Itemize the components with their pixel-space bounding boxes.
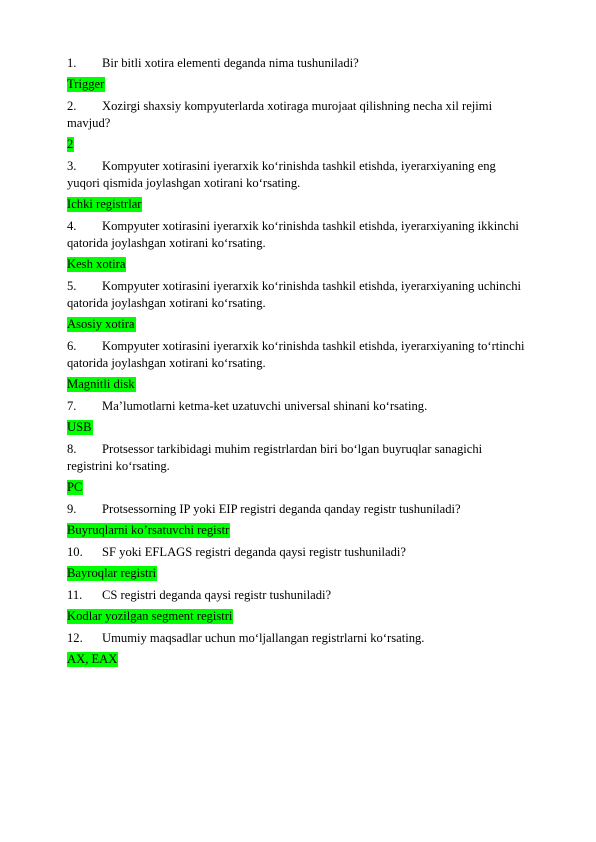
question-number: 6. xyxy=(67,339,77,353)
question-10 xyxy=(67,544,529,561)
question-number: 10. xyxy=(67,545,83,559)
answer-highlight: Buyruqlarni ko’rsatuvchi registr xyxy=(67,523,230,537)
question-number: 11. xyxy=(67,588,83,602)
question-7 xyxy=(67,398,529,415)
question-1 xyxy=(67,55,529,72)
question-3 xyxy=(67,158,529,192)
answer-highlight: Asosiy xotira xyxy=(67,317,135,331)
question-5 xyxy=(67,278,529,312)
answer-highlight: Bayroqlar registri xyxy=(67,566,157,580)
question-text: CS registri deganda qaysi registr tushuniladi? xyxy=(102,588,332,602)
question-number: 3. xyxy=(67,159,77,173)
answer-2 xyxy=(67,136,529,153)
question-text: Protsessor tarkibidagi muhim registrlardan biri bo‘lgan buyruqlar sanagichi registrini ko‘rsating. xyxy=(67,442,483,473)
question-text: Kompyuter xotirasini iyerarxik ko‘rinishda tashkil etishda, iyerarxiyaning eng yuqori qismida joylashgan xotirani ko‘rsating. xyxy=(67,159,496,190)
question-text: Bir bitli xotira elementi deganda nima tushuniladi? xyxy=(102,56,359,70)
answer-11 xyxy=(67,608,529,625)
question-text: SF yoki EFLAGS registri deganda qaysi registr tushuniladi? xyxy=(102,545,406,559)
answer-5 xyxy=(67,316,529,333)
answer-highlight: PC xyxy=(67,480,83,494)
answer-4 xyxy=(67,256,529,273)
answer-1 xyxy=(67,76,529,93)
question-text: Ma’lumotlarni ketma-ket uzatuvchi universal shinani ko‘rsating. xyxy=(102,399,428,413)
question-text: Kompyuter xotirasini iyerarxik ko‘rinishda tashkil etishda, iyerarxiyaning uchinchi qatorida joylashgan xotirani ko‘rsating. xyxy=(67,279,521,310)
question-text: Umumiy maqsadlar uchun mo‘ljallangan registrlarni ko‘rsating. xyxy=(102,631,425,645)
question-6 xyxy=(67,338,529,372)
answer-3 xyxy=(67,196,529,213)
question-number: 2. xyxy=(67,99,77,113)
answer-highlight: Ichki registrlar xyxy=(67,197,142,211)
question-number: 7. xyxy=(67,399,77,413)
question-text: Xozirgi shaxsiy kompyuterlarda xotiraga murojaat qilishning necha xil rejimi mavjud? xyxy=(67,99,493,130)
question-text: Kompyuter xotirasini iyerarxik ko‘rinishda tashkil etishda, iyerarxiyaning to‘rtinchi qatorida joylashgan xotirani ko‘rsating. xyxy=(67,339,525,370)
question-number: 9. xyxy=(67,502,77,516)
answer-7 xyxy=(67,419,529,436)
answer-10 xyxy=(67,565,529,582)
question-4 xyxy=(67,218,529,252)
answer-12 xyxy=(67,651,529,668)
answer-highlight: AX, EAX xyxy=(67,652,118,666)
answer-9 xyxy=(67,522,529,539)
answer-6 xyxy=(67,376,529,393)
question-2 xyxy=(67,98,529,132)
question-text: Kompyuter xotirasini iyerarxik ko‘rinishda tashkil etishda, iyerarxiyaning ikkinchi qatorida joylashgan xotirani ko‘rsating. xyxy=(67,219,519,250)
question-number: 1. xyxy=(67,56,77,70)
answer-highlight: Kesh xotira xyxy=(67,257,126,271)
answer-8 xyxy=(67,479,529,496)
question-number: 12. xyxy=(67,631,83,645)
answer-highlight: Kodlar yozilgan segment registri xyxy=(67,609,233,623)
answer-highlight: Magnitli disk xyxy=(67,377,135,391)
question-number: 4. xyxy=(67,219,77,233)
question-11 xyxy=(67,587,529,604)
question-12 xyxy=(67,630,529,647)
answer-highlight: USB xyxy=(67,420,92,434)
question-number: 8. xyxy=(67,442,77,456)
question-9 xyxy=(67,501,529,518)
document-page xyxy=(67,55,529,668)
answer-highlight: 2 xyxy=(67,137,74,151)
question-text: Protsessorning IP yoki EIP registri deganda qanday registr tushuniladi? xyxy=(102,502,461,516)
question-8 xyxy=(67,441,529,475)
question-number: 5. xyxy=(67,279,77,293)
answer-highlight: Trigger xyxy=(67,77,105,91)
